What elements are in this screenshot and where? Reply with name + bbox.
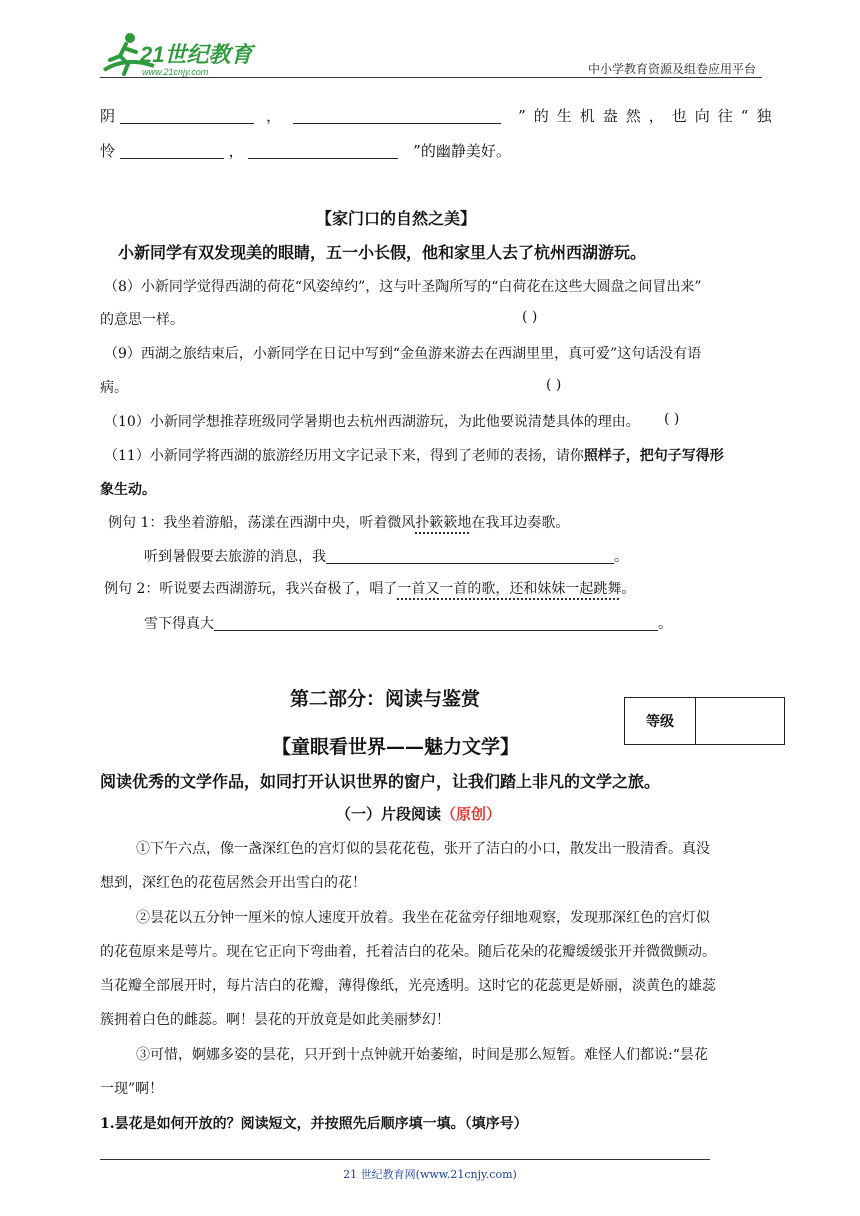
example-2-emphasis: 一首又一首的歌，还和妹妹一起跳舞 <box>397 581 622 597</box>
question-1: 1.昙花是如何开放的？阅读短文，并按照先后顺序填一填。（填序号） <box>100 1116 528 1132</box>
fill-line-1-end: ”的生机盎然，也向往“独 <box>518 107 780 125</box>
reading-title-text: （一）片段阅读 <box>336 805 442 823</box>
question-8-line-1: （8）小新同学觉得西湖的荷花“风姿绰约”，这与叶圣陶所写的“白荷花在这些大圆盘之间冒出来” <box>104 279 702 295</box>
answer-blank[interactable] <box>248 142 398 159</box>
answer-paren[interactable]: ( ) <box>546 377 562 393</box>
example-2-answer <box>144 613 672 633</box>
paragraph-1-line-1: ①下午六点，像一盏深红色的宫灯似的昙花花苞，张开了洁白的小口，散发出一股清香。真没 <box>136 841 710 857</box>
example-1-answer-prefix: 听到暑假要去旅游的消息，我 <box>144 549 326 565</box>
answer-blank[interactable] <box>293 107 501 124</box>
question-11-line-1 <box>104 445 724 465</box>
example-1-emphasis: 扑簌簌地 <box>415 515 472 531</box>
example-1 <box>108 512 569 532</box>
fill-line-2 <box>100 140 511 161</box>
paragraph-2-line-3: 当花瓣全部展开时，每片洁白的花瓣，薄得像纸，光亮透明。这时它的花蕊更是娇丽，淡黄色的雄蕊 <box>100 978 716 994</box>
example-2 <box>104 578 635 598</box>
reading-section-title <box>336 803 501 824</box>
footer-text: 21 世纪教育网(www.21cnjy.com) <box>343 1168 517 1181</box>
fill-line-1 <box>100 105 779 126</box>
fill-line-2-comma: ， <box>228 142 244 160</box>
answer-blank[interactable] <box>326 547 614 564</box>
grade-field[interactable] <box>696 698 785 745</box>
question-10: （10）小新同学想推荐班级同学暑期也去杭州西湖游玩，为此他要说清楚具体的理由。 <box>104 414 640 430</box>
answer-blank[interactable] <box>120 107 254 124</box>
question-11-line-2: 象生动。 <box>100 482 156 498</box>
paragraph-3-line-2: 一现”啊！ <box>100 1081 164 1097</box>
header-divider <box>100 77 762 78</box>
period: 。 <box>614 549 628 565</box>
platform-name: 中小学教育资源及组卷应用平台 <box>587 62 756 76</box>
answer-blank[interactable] <box>214 614 658 631</box>
grade-label: 等级 <box>625 698 696 745</box>
question-9-line-1: （9）西湖之旅结束后，小新同学在日记中写到“金鱼游来游去在西湖里里，真可爱”这句话没有语 <box>104 346 702 362</box>
fill-line-2-start: 怜 <box>100 142 116 160</box>
example-2-suffix: 。 <box>621 581 636 597</box>
part-intro: 阅读优秀的文学作品，如同打开认识世界的窗户，让我们踏上非凡的文学之旅。 <box>100 772 661 791</box>
paragraph-2-line-4: 簇拥着白色的雌蕊。啊！昙花的开放竟是如此美丽梦幻！ <box>100 1012 450 1028</box>
example-1-suffix: 在我耳边奏歌。 <box>471 515 570 531</box>
section-intro: 小新同学有双发现美的眼睛，五一小长假，他和家里人去了杭州西湖游玩。 <box>118 243 647 262</box>
part-title: 第二部分：阅读与鉴赏 <box>290 688 481 710</box>
question-11-text: （11）小新同学将西湖的旅游经历用文字记录下来，得到了老师的表扬，请你 <box>104 448 584 464</box>
example-2-prefix: 例句 2：听说要去西湖游玩，我兴奋极了，唱了 <box>104 581 398 597</box>
paragraph-3-line-1: ③可惜，婀娜多姿的昙花，只开到十点钟就开始萎缩，时间是那么短暂。难怪人们都说:“昙花 <box>136 1047 708 1063</box>
period: 。 <box>658 616 672 632</box>
original-tag: （原创） <box>441 805 502 823</box>
site-logo <box>96 30 266 80</box>
logo-brand-text: 21世纪教育 <box>140 42 253 67</box>
paragraph-2-line-1: ②昙花以五分钟一厘米的惊人速度开放着。我坐在花盆旁仔细地观察，发现那深红色的宫灯似 <box>136 910 710 926</box>
fill-line-1-start: 阴 <box>100 107 116 125</box>
answer-paren[interactable]: ( ) <box>664 411 680 427</box>
part-subtitle: 【童眼看世界——魅力文学】 <box>272 736 520 758</box>
grade-box <box>624 697 785 745</box>
runner-logo-icon <box>96 30 266 80</box>
example-1-answer <box>144 546 628 566</box>
fill-line-2-end: ”的幽静美好。 <box>413 142 511 160</box>
footer-divider <box>100 1159 710 1160</box>
answer-blank[interactable] <box>120 142 224 159</box>
fill-line-1-comma: ， <box>266 107 282 125</box>
question-9-line-2: 病。 <box>100 380 128 396</box>
logo-url-text: www.21cnjy.com <box>142 67 209 77</box>
section-title: 【家门口的自然之美】 <box>316 209 477 228</box>
example-2-answer-prefix: 雪下得真大 <box>144 616 214 632</box>
example-1-prefix: 例句 1：我坐着游船，荡漾在西湖中央，听着微风 <box>108 515 416 531</box>
paragraph-1-line-2: 想到，深红色的花苞居然会开出雪白的花！ <box>100 875 366 891</box>
answer-paren[interactable]: ( ) <box>522 309 538 325</box>
question-8-line-2: 的意思一样。 <box>100 312 184 328</box>
question-11-emphasis: 照样子，把句子写得形 <box>583 448 724 464</box>
paragraph-2-line-2: 的花苞原来是萼片。现在它正向下弯曲着，托着洁白的花朵。随后花朵的花瓣缓缓张开并微微颤动。 <box>100 944 716 960</box>
